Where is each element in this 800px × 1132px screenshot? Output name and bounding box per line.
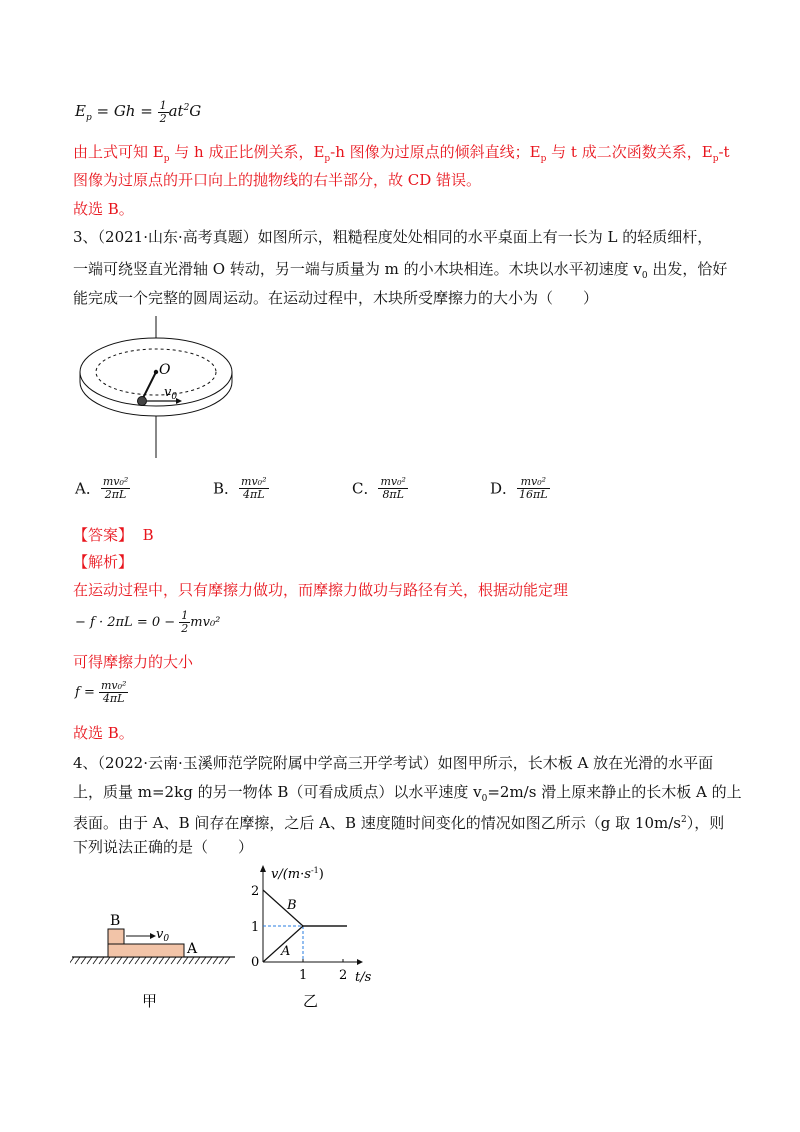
caption-yi: 乙 (303, 992, 319, 1010)
hatch-line (75, 957, 80, 964)
answer-row (73, 525, 154, 545)
option-c[interactable]: C． $\frac{\text{mv₀²}}{8\pi L}$ (352, 475, 406, 501)
hatch-line (219, 957, 224, 964)
formula-fraction: $\frac{1}{2}$ (159, 98, 167, 125)
analysis-label: 【解析】 (73, 553, 134, 571)
eq1-fraction: $\frac{1}{2}$ (181, 609, 189, 635)
hatch-line (99, 957, 104, 964)
q3-line-2: 一端可绕竖直光滑轴 O 转动，另一端与质量为 m 的小木块相连。木块以水平初速度 $v_0$ 出发，恰好 (73, 260, 728, 281)
hatch-line (141, 957, 146, 964)
option-a-fraction: $\frac{\text{mv₀²}}{2\pi L}$ (102, 475, 129, 501)
answer-value: B (142, 526, 154, 544)
chart-ylabel: $v/(m\cdot s^{-1})$ (271, 866, 324, 882)
hatch-line (177, 957, 182, 964)
hatch-line (183, 957, 188, 964)
q3-line-3: 能完成一个完整的圆周运动。在运动过程中，木块所受摩擦力的大小为（ ） (73, 289, 599, 307)
q4-line-4: 下列说法正确的是（ ） (73, 838, 254, 856)
explanation-line-1: 由上式可知 $E_p$ 与 h 成正比例关系，$E_p-h$ 图像为过原点的倾斜直线；$E_p$ 与 t 成二次函数关系，$E_p-t$ (73, 143, 730, 164)
y-tick-label: 1 (251, 920, 260, 935)
q4-line-1: 4、（2022·云南·玉溪师范学院附属中学高三开学考试）如图甲所示，长木板 A 放在光滑的水平面 (73, 754, 714, 772)
x-tick-label: 2 (339, 968, 348, 983)
hatch-line (111, 957, 116, 964)
x-axis-arrow (357, 959, 363, 965)
hatch-line (70, 957, 74, 964)
hatch-line (129, 957, 134, 964)
q3-line-1: 3、（2021·山东·高考真题）如图所示，粗糙程度处处相同的水平桌面上有一长为 L 的轻质细杆， (73, 228, 713, 246)
hatch-line (81, 957, 86, 964)
series-B-segment (263, 890, 303, 926)
choose-prev: 故选 B。 (73, 200, 134, 218)
label-v0: $v_0$ (164, 385, 178, 402)
equation-friction: f = $\frac{\text{mv₀²}}{4\pi L}$ (75, 679, 127, 705)
hatch-line (105, 957, 110, 964)
hatch-line (195, 957, 200, 964)
hatch-line (123, 957, 128, 964)
hatch-line (207, 957, 212, 964)
option-d[interactable]: D． $\frac{\text{mv₀²}}{16\pi L}$ (490, 475, 548, 501)
formula-ep: $E_p = Gh$ = $\frac{1}{2}$ $at^2G$ (75, 98, 202, 125)
caption-jia: 甲 (142, 992, 158, 1010)
q4-vt-chart (245, 862, 385, 1012)
y-tick-label: 2 (251, 884, 260, 899)
hatch-line (153, 957, 158, 964)
series-label-B: B (287, 898, 297, 913)
option-a[interactable]: A． $\frac{\text{mv₀²}}{2\pi L}$ (75, 475, 129, 501)
q3-figure-turntable (78, 310, 248, 460)
option-b[interactable]: B． $\frac{\text{mv₀²}}{4\pi L}$ (213, 475, 267, 501)
x-tick-label: 1 (299, 968, 308, 983)
series-label-A: A (281, 944, 291, 959)
chart-xlabel: t/s (355, 970, 372, 985)
hatch-line (135, 957, 140, 964)
hatch-line (117, 957, 122, 964)
q4-line-2: 上，质量 m=2kg 的另一物体 B（可看成质点）以水平速度 $v_0=2m/s$ 滑上原来静止的长木板 A 的上 (73, 783, 742, 804)
label-block-B: B (110, 913, 121, 929)
hatch-line (201, 957, 206, 964)
hatch-line (147, 957, 152, 964)
q4-figure-jia (70, 905, 240, 1015)
eq2-fraction: $\frac{\text{mv₀²}}{4\pi L}$ (100, 679, 127, 705)
hatch-line (87, 957, 92, 964)
y-tick-label: 0 (251, 955, 260, 970)
option-b-fraction: $\frac{\text{mv₀²}}{4\pi L}$ (241, 475, 267, 501)
analysis-line: 在运动过程中，只有摩擦力做功，而摩擦力做功与路径有关，根据动能定理 (73, 581, 569, 599)
answer-label: 【答案】 (73, 526, 134, 544)
explanation-line-2: 图像为过原点的开口向上的抛物线的右半部分，故 CD 错误。 (73, 171, 482, 189)
option-c-fraction: $\frac{\text{mv₀²}}{8\pi L}$ (380, 475, 406, 501)
hatch-line (165, 957, 170, 964)
label-O: O (159, 362, 171, 378)
y-axis-arrow (260, 865, 266, 872)
label-board-A: A (187, 941, 198, 957)
ground-hatch (70, 957, 230, 964)
derive-line: 可得摩擦力的大小 (73, 653, 194, 671)
hatch-line (93, 957, 98, 964)
hatch-line (225, 957, 230, 964)
q4-line-3: 表面。由于 A、B 间存在摩擦，之后 A、B 速度随时间变化的情况如图乙所示（g 取 $10m/s^2$），则 (73, 814, 725, 832)
equation-work-energy: − f · 2πL = 0 − $\frac{1}{2}$ mv₀² (75, 609, 221, 635)
hatch-line (159, 957, 164, 964)
hatch-line (189, 957, 194, 964)
label-v0-jia: $v_0$ (156, 927, 170, 944)
hatch-line (213, 957, 218, 964)
hatch-line (171, 957, 176, 964)
choose-q3: 故选 B。 (73, 724, 134, 742)
option-d-fraction: $\frac{\text{mv₀²}}{16\pi L}$ (519, 475, 548, 501)
